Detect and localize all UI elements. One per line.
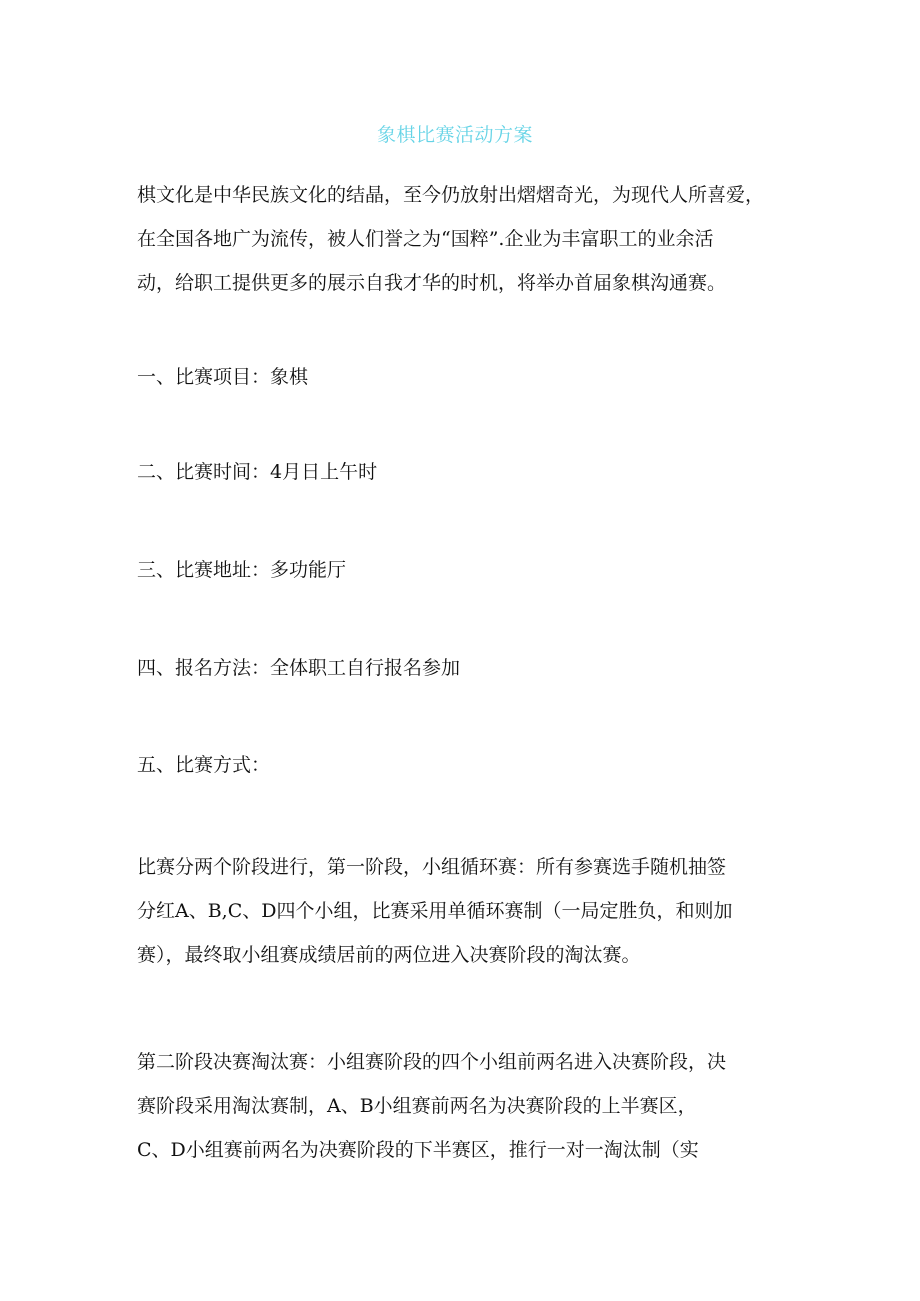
section-item-project: 一、比赛项目：象棋 — [137, 366, 309, 388]
section-item-location: 三、比赛地址：多功能厅 — [137, 559, 347, 581]
section-item-time: 二、比赛时间：4月日上午时 — [137, 461, 378, 483]
stage-two-paragraph — [137, 1040, 817, 1172]
stage-two-line: 赛阶段采用淘汰赛制，A、B小组赛前两名为决赛阶段的上半赛区， — [137, 1095, 697, 1117]
stage-one-line: 赛），最终取小组赛成绩居前的两位进入决赛阶段的淘汰赛。 — [137, 944, 641, 966]
stage-one-paragraph — [137, 845, 817, 977]
document-title: 象棋比赛活动方案 — [376, 124, 533, 146]
section-item-format: 五、比赛方式： — [137, 754, 271, 776]
section-item-registration: 四、报名方法：全体职工自行报名参加 — [137, 657, 461, 679]
intro-line: 棋文化是中华民族文化的结晶，至今仍放射出熠熠奇光，为现代人所喜爱， — [137, 184, 765, 206]
stage-one-line: 分红A、B,C、D四个小组，比赛采用单循环赛制（一局定胜负，和则加 — [137, 900, 733, 922]
intro-line: 动，给职工提供更多的展示自我才华的时机，将举办首届象棋沟通赛。 — [137, 272, 727, 294]
intro-paragraph — [137, 173, 817, 305]
stage-two-line: 第二阶段决赛淘汰赛：小组赛阶段的四个小组前两名进入决赛阶段，决 — [137, 1051, 727, 1073]
stage-two-line: C、D小组赛前两名为决赛阶段的下半赛区，推行一对一淘汰制（实 — [137, 1139, 699, 1161]
intro-line: 在全国各地广为流传，被人们誉之为“国粹”.企业为丰富职工的业余活 — [137, 228, 714, 250]
stage-one-line: 比赛分两个阶段进行，第一阶段，小组循环赛：所有参赛选手随机抽签 — [137, 856, 727, 878]
